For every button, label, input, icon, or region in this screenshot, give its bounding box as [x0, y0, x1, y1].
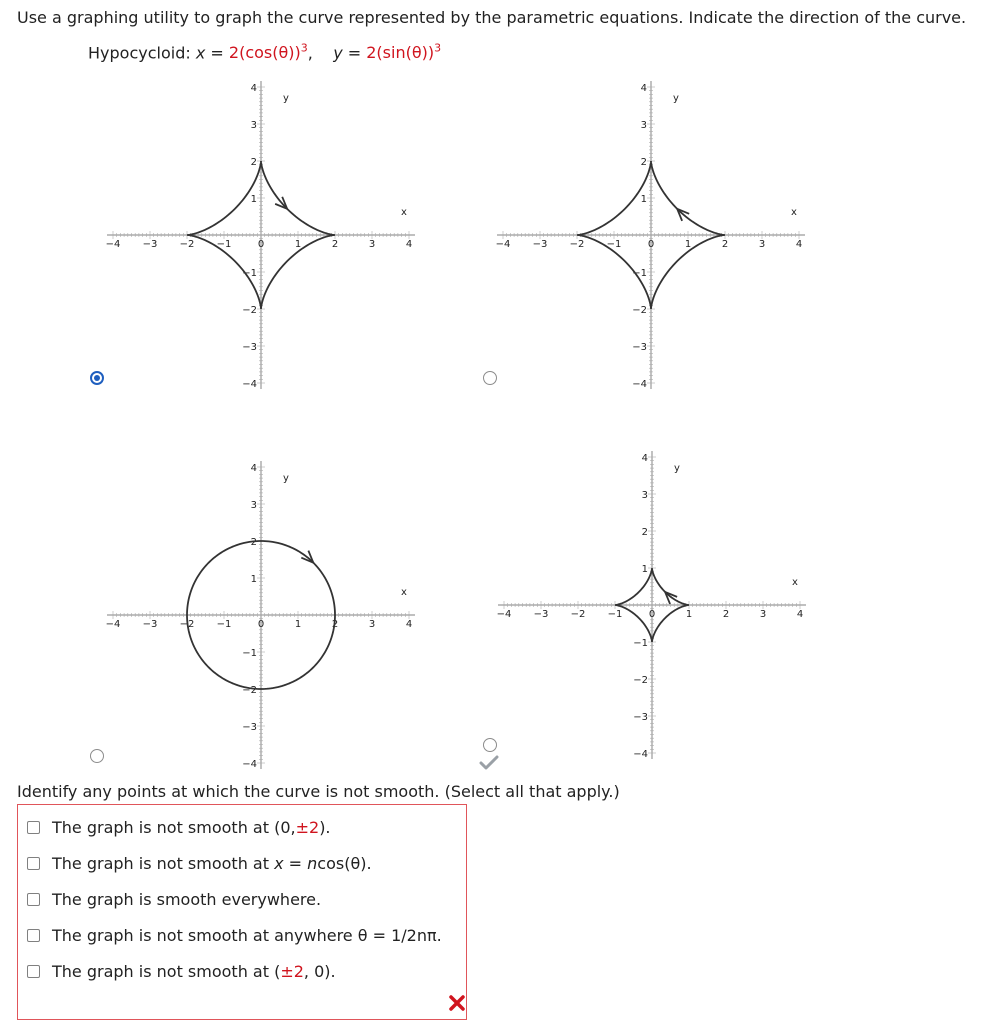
y-tick-label: 4 [250, 83, 257, 94]
y-tick-label: 3 [640, 120, 647, 131]
option-not-smooth-pm2-0[interactable]: The graph is not smooth at ( ±2 , 0). [27, 962, 336, 981]
x-axis-label: x [792, 577, 798, 588]
x-tick-label: 3 [368, 239, 376, 250]
x-tick-label: 4 [405, 239, 413, 250]
y-tick-label: −2 [633, 675, 648, 686]
x-tick-label: −4 [105, 239, 121, 250]
equals-sign: = [210, 43, 224, 63]
x-tick-label: −2 [179, 239, 195, 250]
checkbox[interactable] [27, 929, 40, 942]
x-expression: $2(\cos(\theta))^3$ [228, 42, 308, 63]
y-tick-label: 2 [250, 157, 257, 168]
x-tick-label: 0 [647, 239, 655, 250]
question-instruction: Use a graphing utility to graph the curve represented by the parametric equations. Indicate the direction of the curve. [17, 8, 967, 27]
graph-choice-a [105, 75, 413, 390]
y-axis-label: y [673, 93, 679, 104]
equation-label: Hypocycloid: [88, 43, 191, 63]
x-tick-label: −3 [532, 239, 548, 250]
x-tick-label: −3 [533, 609, 549, 620]
y-axis-label: y [283, 473, 289, 484]
x-tick-label: 1 [294, 239, 302, 250]
checkbox[interactable] [27, 965, 40, 978]
y-tick-label: −4 [242, 379, 257, 390]
y-axis-label: y [674, 463, 680, 474]
y-tick-label: 3 [250, 120, 257, 131]
y-variable: y [333, 43, 343, 63]
x-tick-label: 2 [331, 239, 339, 250]
x-tick-label: 4 [795, 239, 803, 250]
y-tick-label: −2 [242, 685, 257, 696]
y-tick-label: −2 [632, 305, 647, 316]
x-tick-label: −3 [142, 239, 158, 250]
option-not-smooth-x-ncos[interactable]: The graph is not smooth at x = n cos(θ). [27, 854, 372, 873]
checkbox[interactable] [27, 893, 40, 906]
y-axis-label: y [283, 93, 289, 104]
x-tick-label: −4 [105, 619, 121, 630]
x-tick-label: 0 [648, 609, 656, 620]
x-axis-label: x [401, 207, 407, 218]
y-tick-label: 3 [641, 490, 648, 501]
x-tick-label: −2 [570, 609, 586, 620]
y-tick-label: −1 [632, 268, 647, 279]
y-tick-label: 2 [250, 537, 257, 548]
x-tick-label: −1 [216, 619, 232, 630]
y-tick-label: 1 [641, 564, 648, 575]
y-tick-label: −3 [632, 342, 647, 353]
x-tick-label: 2 [331, 619, 339, 630]
radio-choice-d[interactable] [483, 738, 497, 752]
x-axis-label: x [791, 207, 797, 218]
equation: Hypocycloid: $x = 2(\cos(\theta))^3$, $y = 2(\sin(\theta))^3$ [88, 42, 442, 63]
y-tick-label: −3 [242, 342, 257, 353]
y-tick-label: −4 [242, 759, 257, 770]
x-axis-label: x [401, 587, 407, 598]
option-smooth-everywhere[interactable]: The graph is smooth everywhere. [27, 890, 321, 909]
x-tick-label: −2 [179, 619, 195, 630]
graph-b-plot [495, 75, 803, 390]
graph-choice-b [495, 75, 803, 390]
x-tick-label: 2 [721, 239, 729, 250]
y-tick-label: 4 [641, 453, 648, 464]
x-tick-label: −4 [496, 609, 512, 620]
y-tick-label: −4 [632, 379, 647, 390]
x-variable: x [195, 43, 206, 63]
y-expression: $2(\sin(\theta))^3$ [366, 42, 442, 63]
x-tick-label: 3 [368, 619, 376, 630]
correct-check-icon [480, 756, 498, 770]
x-tick-label: −3 [142, 619, 158, 630]
smoothness-answer-box [17, 804, 467, 1020]
y-tick-label: 3 [250, 500, 257, 511]
y-tick-label: 2 [640, 157, 647, 168]
checkbox[interactable] [27, 857, 40, 870]
x-tick-label: −2 [569, 239, 585, 250]
x-tick-label: 0 [257, 239, 265, 250]
y-tick-label: 1 [250, 574, 257, 585]
y-tick-label: 4 [640, 83, 647, 94]
y-tick-label: −1 [242, 268, 257, 279]
x-tick-label: 3 [758, 239, 766, 250]
x-tick-label: 0 [257, 619, 265, 630]
x-tick-label: 4 [405, 619, 413, 630]
y-tick-label: 2 [641, 527, 648, 538]
graph-choice-c [105, 455, 413, 770]
y-tick-label: −3 [242, 722, 257, 733]
radio-choice-c[interactable] [90, 749, 104, 763]
x-tick-label: −1 [216, 239, 232, 250]
graph-d-plot [496, 445, 804, 760]
x-tick-label: 3 [759, 609, 767, 620]
x-tick-label: 1 [685, 609, 693, 620]
graph-a-plot [105, 75, 413, 390]
incorrect-x-icon [449, 995, 465, 1011]
smoothness-question: Identify any points at which the curve is not smooth. (Select all that apply.) [17, 782, 620, 801]
y-tick-label: 1 [250, 194, 257, 205]
y-tick-label: −4 [633, 749, 648, 760]
graph-choice-d [496, 445, 804, 760]
y-tick-label: −2 [242, 305, 257, 316]
x-tick-label: 4 [796, 609, 804, 620]
radio-choice-b[interactable] [483, 371, 497, 385]
checkbox[interactable] [27, 821, 40, 834]
x-tick-label: 1 [684, 239, 692, 250]
option-not-smooth-0-pm2[interactable]: The graph is not smooth at (0, ±2 ). [27, 818, 331, 837]
graph-c-plot [105, 455, 413, 770]
y-tick-label: 1 [640, 194, 647, 205]
y-tick-label: −1 [242, 648, 257, 659]
option-not-smooth-theta[interactable]: The graph is not smooth at anywhere θ = 1/2nπ. [27, 926, 442, 945]
separator: , [307, 43, 313, 63]
x-tick-label: −4 [495, 239, 511, 250]
y-tick-label: −1 [633, 638, 648, 649]
radio-choice-a[interactable] [90, 371, 104, 385]
y-tick-label: −3 [633, 712, 648, 723]
x-tick-label: 2 [722, 609, 730, 620]
x-tick-label: −1 [607, 609, 623, 620]
x-tick-label: −1 [606, 239, 622, 250]
y-tick-label: 4 [250, 463, 257, 474]
x-tick-label: 1 [294, 619, 302, 630]
